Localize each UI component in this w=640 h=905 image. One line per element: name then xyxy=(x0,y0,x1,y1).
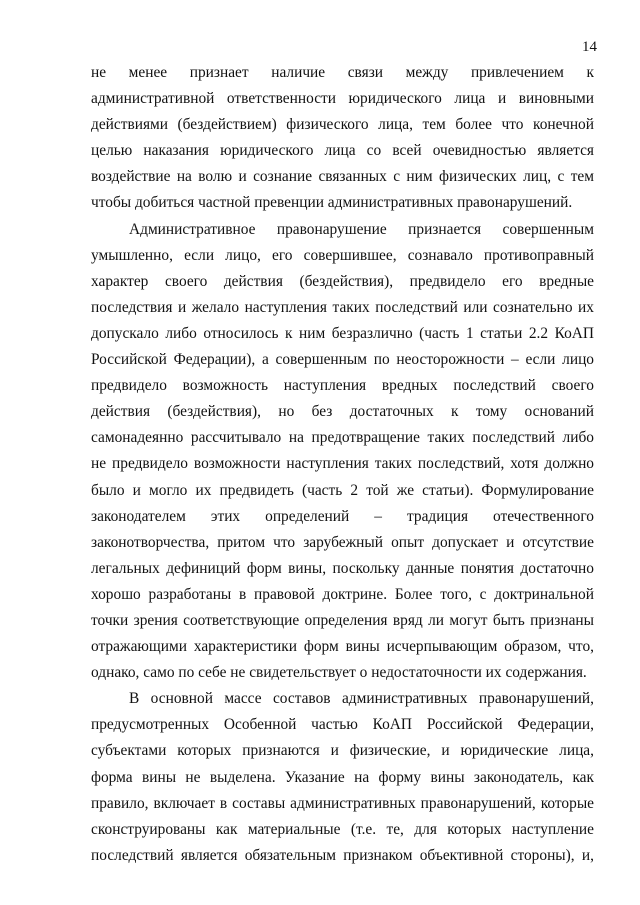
text-line: субъектами которых признаются и физические, и юридические лица, xyxy=(91,742,594,760)
text-line: точки зрения соответствующие определения вряд ли могут быть признаны xyxy=(91,611,594,629)
text-line: отражающими характеристики форм вины исчерпывающим образом, что, xyxy=(91,638,594,656)
text-line: форма вины не выделена. Указание на форму вины законодатель, как xyxy=(91,768,594,786)
paragraph-3 xyxy=(91,686,594,869)
text-line: предусмотренных Особенной частью КоАП Российской Федерации, xyxy=(91,716,594,734)
text-line: предвидело возможность наступления вредных последствий своего xyxy=(91,377,594,395)
text-line: однако, само по себе не свидетельствует о недостаточности их содержания. xyxy=(91,664,587,682)
document-body xyxy=(91,60,594,869)
text-line: хорошо разработаны в правовой доктрине. Более того, с доктринальной xyxy=(91,585,594,603)
text-line: допускало либо относилось к ним безразлично (часть 1 статьи 2.2 КоАП xyxy=(91,324,594,342)
text-line: В основной массе составов административных правонарушений, xyxy=(129,690,594,708)
text-line: Административное правонарушение признается совершенным xyxy=(129,220,594,238)
text-line: легальных дефиниций форм вины, поскольку данные понятия достаточно xyxy=(91,559,594,577)
text-line: сконструированы как материальные (т.е. те, для которых наступление xyxy=(91,820,594,838)
text-line: законотворчества, притом что зарубежный опыт допускает и отсутствие xyxy=(91,533,594,551)
text-line: последствия и желало наступления таких последствий или сознательно их xyxy=(91,298,594,316)
text-line: действиями (бездействием) физического лица, тем более что конечной xyxy=(91,116,594,134)
text-line: самонадеянно рассчитывало на предотвращение таких последствий либо xyxy=(91,429,594,447)
paragraph-2 xyxy=(91,217,594,687)
text-line: административной ответственности юридического лица и виновными xyxy=(91,90,594,108)
text-line: характер своего действия (бездействия), предвидело его вредные xyxy=(91,272,594,290)
text-line: последствий является обязательным признаком объективной стороны), и, xyxy=(91,846,594,864)
text-line: воздействие на волю и сознание связанных с ним физических лиц, с тем xyxy=(91,168,594,186)
text-line: правило, включает в составы административных правонарушений, которые xyxy=(91,794,594,812)
page-number: 14 xyxy=(582,39,597,55)
text-line: не менее признает наличие связи между привлечением к xyxy=(91,64,594,81)
text-line: Российской Федерации), а совершенным по неосторожности – если лицо xyxy=(91,351,594,369)
text-line: целью наказания юридического лица со всей очевидностью является xyxy=(91,142,594,160)
text-line: законодателем этих определений – традиция отечественного xyxy=(91,507,594,525)
text-line: не предвидело возможности наступления таких последствий, хотя должно xyxy=(91,455,594,473)
text-line: действия (бездействия), но без достаточных к тому оснований xyxy=(91,403,594,421)
text-line: чтобы добиться частной превенции административных правонарушений. xyxy=(91,194,573,212)
text-line: было и могло их предвидеть (часть 2 той же статьи). Формулирование xyxy=(91,481,594,499)
text-line: умышленно, если лицо, его совершившее, сознавало противоправный xyxy=(91,246,594,264)
paragraph-1 xyxy=(91,60,594,217)
